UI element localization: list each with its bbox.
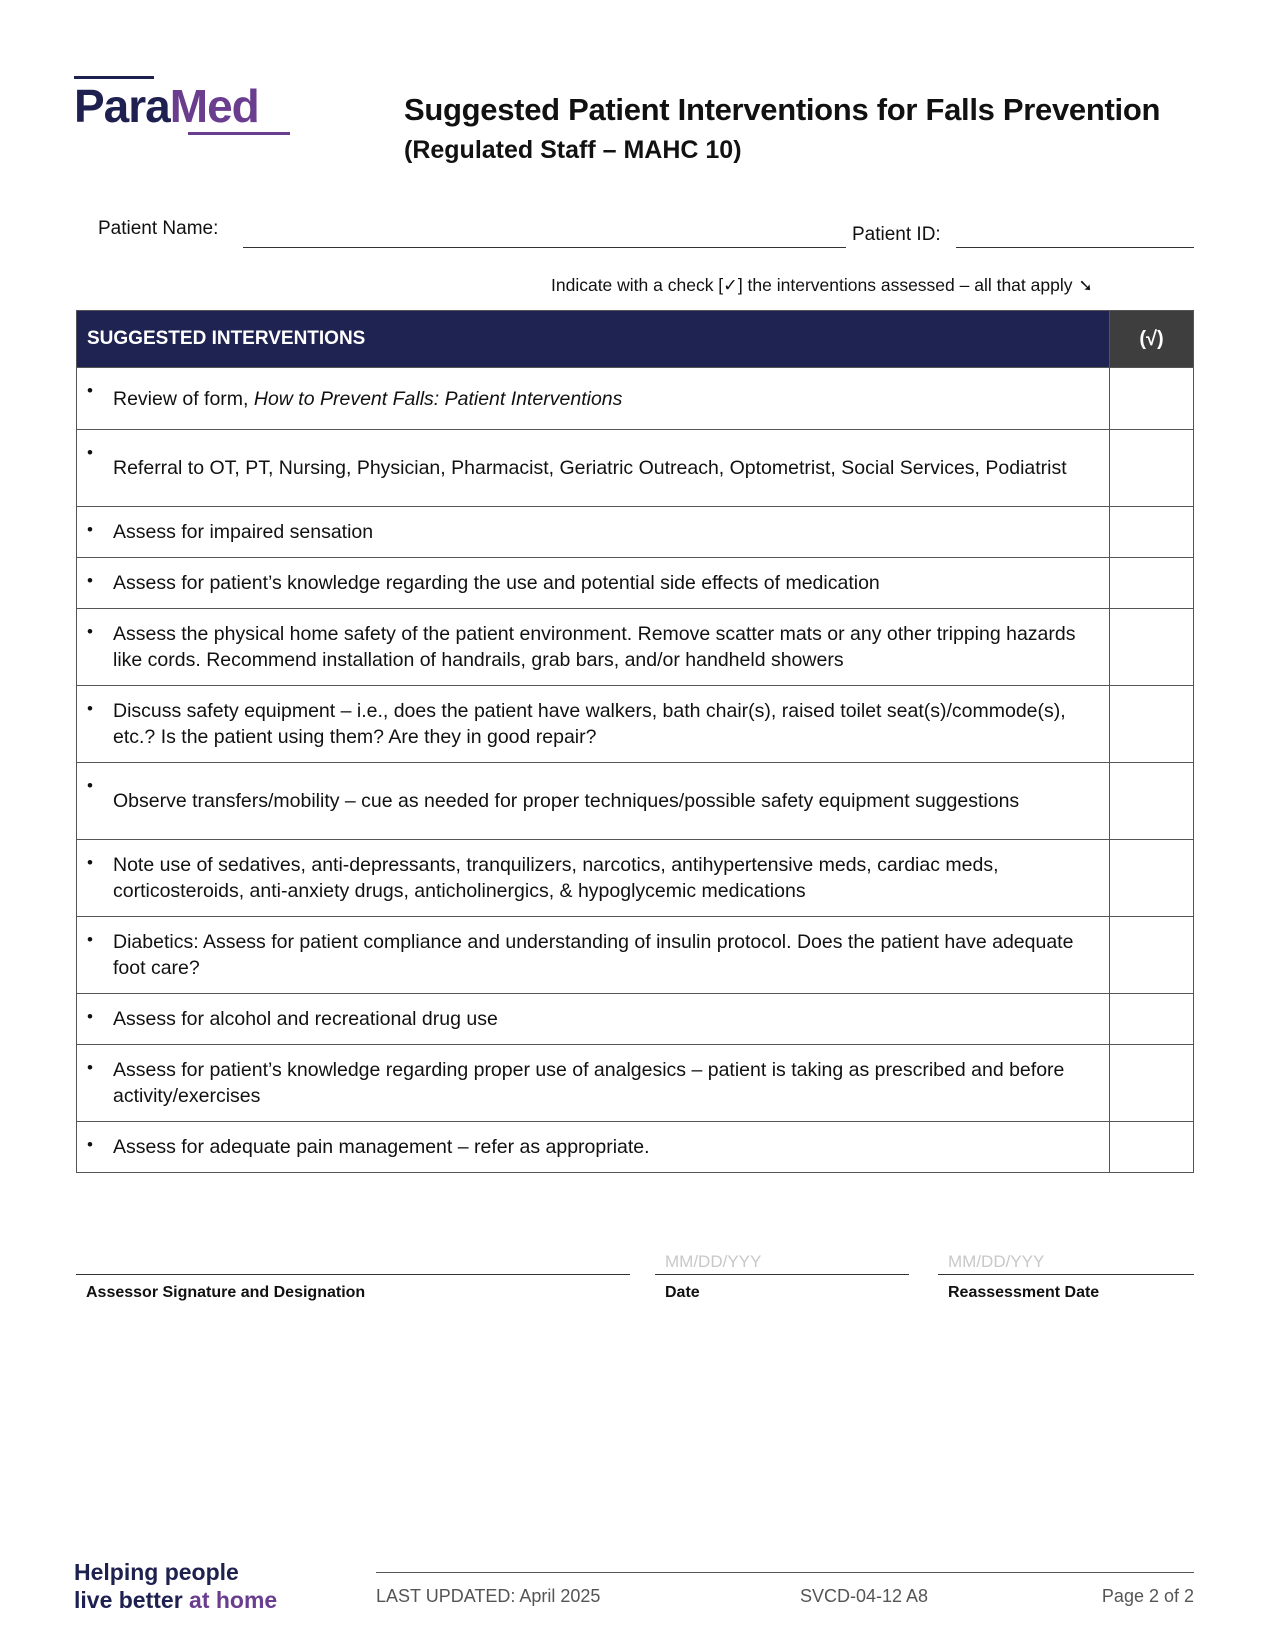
logo-underline xyxy=(188,132,290,135)
bullet-icon: • xyxy=(87,381,93,400)
intervention-item xyxy=(77,609,1110,686)
footer-divider xyxy=(376,1572,1194,1573)
table-row xyxy=(77,609,1194,686)
intervention-item xyxy=(77,686,1110,763)
bullet-icon: • xyxy=(87,520,93,539)
reassessment-date-placeholder: MM/DD/YYY xyxy=(948,1252,1045,1271)
table-row xyxy=(77,507,1194,558)
intervention-item xyxy=(77,368,1110,430)
intervention-item xyxy=(77,994,1110,1045)
down-right-arrow-icon: ➘ xyxy=(1078,276,1093,295)
check-cell[interactable] xyxy=(1110,558,1194,609)
bullet-icon: • xyxy=(87,930,93,949)
table-row xyxy=(77,840,1194,917)
bullet-icon: • xyxy=(87,776,93,795)
check-cell[interactable] xyxy=(1110,609,1194,686)
check-cell[interactable] xyxy=(1110,917,1194,994)
intervention-item xyxy=(77,1122,1110,1173)
interventions-table xyxy=(76,310,1194,1173)
intervention-text: Assess for impaired sensation xyxy=(113,521,374,543)
table-row xyxy=(77,1045,1194,1122)
table-header-row xyxy=(77,311,1194,368)
last-updated: LAST UPDATED: April 2025 xyxy=(376,1586,601,1606)
table-row xyxy=(77,763,1194,840)
patient-id-label: Patient ID: xyxy=(852,224,941,245)
bullet-icon: • xyxy=(87,699,93,718)
table-row xyxy=(77,1122,1194,1173)
instruction-label: Indicate with a check [✓] the interventions assessed – all that apply xyxy=(551,275,1073,295)
patient-id-field[interactable] xyxy=(956,247,1194,248)
patient-name-field[interactable] xyxy=(243,247,846,248)
tagline-line-1: Helping people xyxy=(74,1559,239,1585)
date-label: Date xyxy=(665,1284,700,1301)
intervention-text: Assess the physical home safety of the patient environment. Remove scatter mats or any other tripping hazards like cords. Recommend installation of handrails, grab bars, and/or handheld showers xyxy=(113,623,1076,671)
logo-part-med: Med xyxy=(169,80,259,132)
instruction-text xyxy=(551,275,1093,296)
check-cell[interactable] xyxy=(1110,430,1194,507)
intervention-item xyxy=(77,430,1110,507)
page-title: Suggested Patient Interventions for Falls Prevention xyxy=(404,92,1161,127)
table-row xyxy=(77,917,1194,994)
check-cell[interactable] xyxy=(1110,840,1194,917)
tagline-text: live better xyxy=(74,1587,190,1613)
check-cell[interactable] xyxy=(1110,368,1194,430)
table-row xyxy=(77,368,1194,430)
table-row xyxy=(77,686,1194,763)
intervention-text: Note use of sedatives, anti-depressants, tranquilizers, narcotics, antihypertensive meds, cardiac meds, corticosteroids, anti-anxiety drugs, anticholinergics, & hypoglycemic medications xyxy=(113,854,999,902)
logo-part-para: Para xyxy=(74,80,170,132)
check-column-header: (√) xyxy=(1110,311,1194,368)
intervention-text: Assess for patient’s knowledge regarding proper use of analgesics – patient is taking as prescribed and before activity/exercises xyxy=(113,1059,1065,1107)
interventions-header: SUGGESTED INTERVENTIONS xyxy=(77,311,1110,368)
bullet-icon: • xyxy=(87,1135,93,1154)
assessor-signature-field[interactable] xyxy=(76,1274,630,1275)
check-cell[interactable] xyxy=(1110,763,1194,840)
table-row xyxy=(77,430,1194,507)
intervention-text: Observe transfers/mobility – cue as needed for proper techniques/possible safety equipment suggestions xyxy=(113,790,1020,812)
intervention-text: Assess for adequate pain management – refer as appropriate. xyxy=(113,1136,650,1158)
form-code: SVCD-04-12 A8 xyxy=(800,1586,929,1606)
intervention-item xyxy=(77,558,1110,609)
intervention-item xyxy=(77,1045,1110,1122)
intervention-item xyxy=(77,763,1110,840)
check-cell[interactable] xyxy=(1110,507,1194,558)
reassessment-date-label: Reassessment Date xyxy=(948,1284,1100,1301)
bullet-icon: • xyxy=(87,853,93,872)
paramed-logo xyxy=(74,72,294,142)
table-row xyxy=(77,558,1194,609)
check-cell[interactable] xyxy=(1110,1045,1194,1122)
intervention-item xyxy=(77,917,1110,994)
brand-tagline xyxy=(74,1558,277,1614)
intervention-text: Assess for patient’s knowledge regarding the use and potential side effects of medication xyxy=(113,572,880,594)
bullet-icon: • xyxy=(87,571,93,590)
date-placeholder: MM/DD/YYY xyxy=(665,1252,762,1271)
patient-name-label: Patient Name: xyxy=(98,218,219,239)
bullet-icon: • xyxy=(87,1058,93,1077)
page-subtitle: (Regulated Staff – MAHC 10) xyxy=(404,136,742,164)
date-field[interactable] xyxy=(655,1274,909,1275)
check-cell[interactable] xyxy=(1110,994,1194,1045)
tagline-line-2 xyxy=(74,1586,277,1614)
form-title-emphasis: How to Prevent Falls: Patient Interventions xyxy=(253,387,623,410)
bullet-icon: • xyxy=(87,443,93,462)
tagline-accent: at home xyxy=(189,1587,278,1613)
intervention-text: Assess for alcohol and recreational drug use xyxy=(113,1008,498,1030)
page-number: Page 2 of 2 xyxy=(1101,1586,1194,1606)
intervention-text: Referral to OT, PT, Nursing, Physician, Pharmacist, Geriatric Outreach, Optometrist, Social Services, Podiatrist xyxy=(113,457,1067,479)
bullet-icon: • xyxy=(87,622,93,641)
intervention-text: Review of form, xyxy=(113,387,254,410)
intervention-text: Diabetics: Assess for patient compliance and understanding of insulin protocol. Does the patient have adequate foot care? xyxy=(113,931,1074,979)
bullet-icon: • xyxy=(87,1007,93,1026)
logo-wordmark xyxy=(74,78,259,134)
assessor-signature-label: Assessor Signature and Designation xyxy=(86,1284,366,1301)
intervention-text: Discuss safety equipment – i.e., does the patient have walkers, bath chair(s), raised toilet seat(s)/commode(s), etc.? Is the patient using them? Are they in good repair? xyxy=(113,700,1066,748)
check-cell[interactable] xyxy=(1110,686,1194,763)
reassessment-date-field[interactable] xyxy=(938,1274,1194,1275)
intervention-item xyxy=(77,840,1110,917)
check-cell[interactable] xyxy=(1110,1122,1194,1173)
table-row xyxy=(77,994,1194,1045)
intervention-item xyxy=(77,507,1110,558)
